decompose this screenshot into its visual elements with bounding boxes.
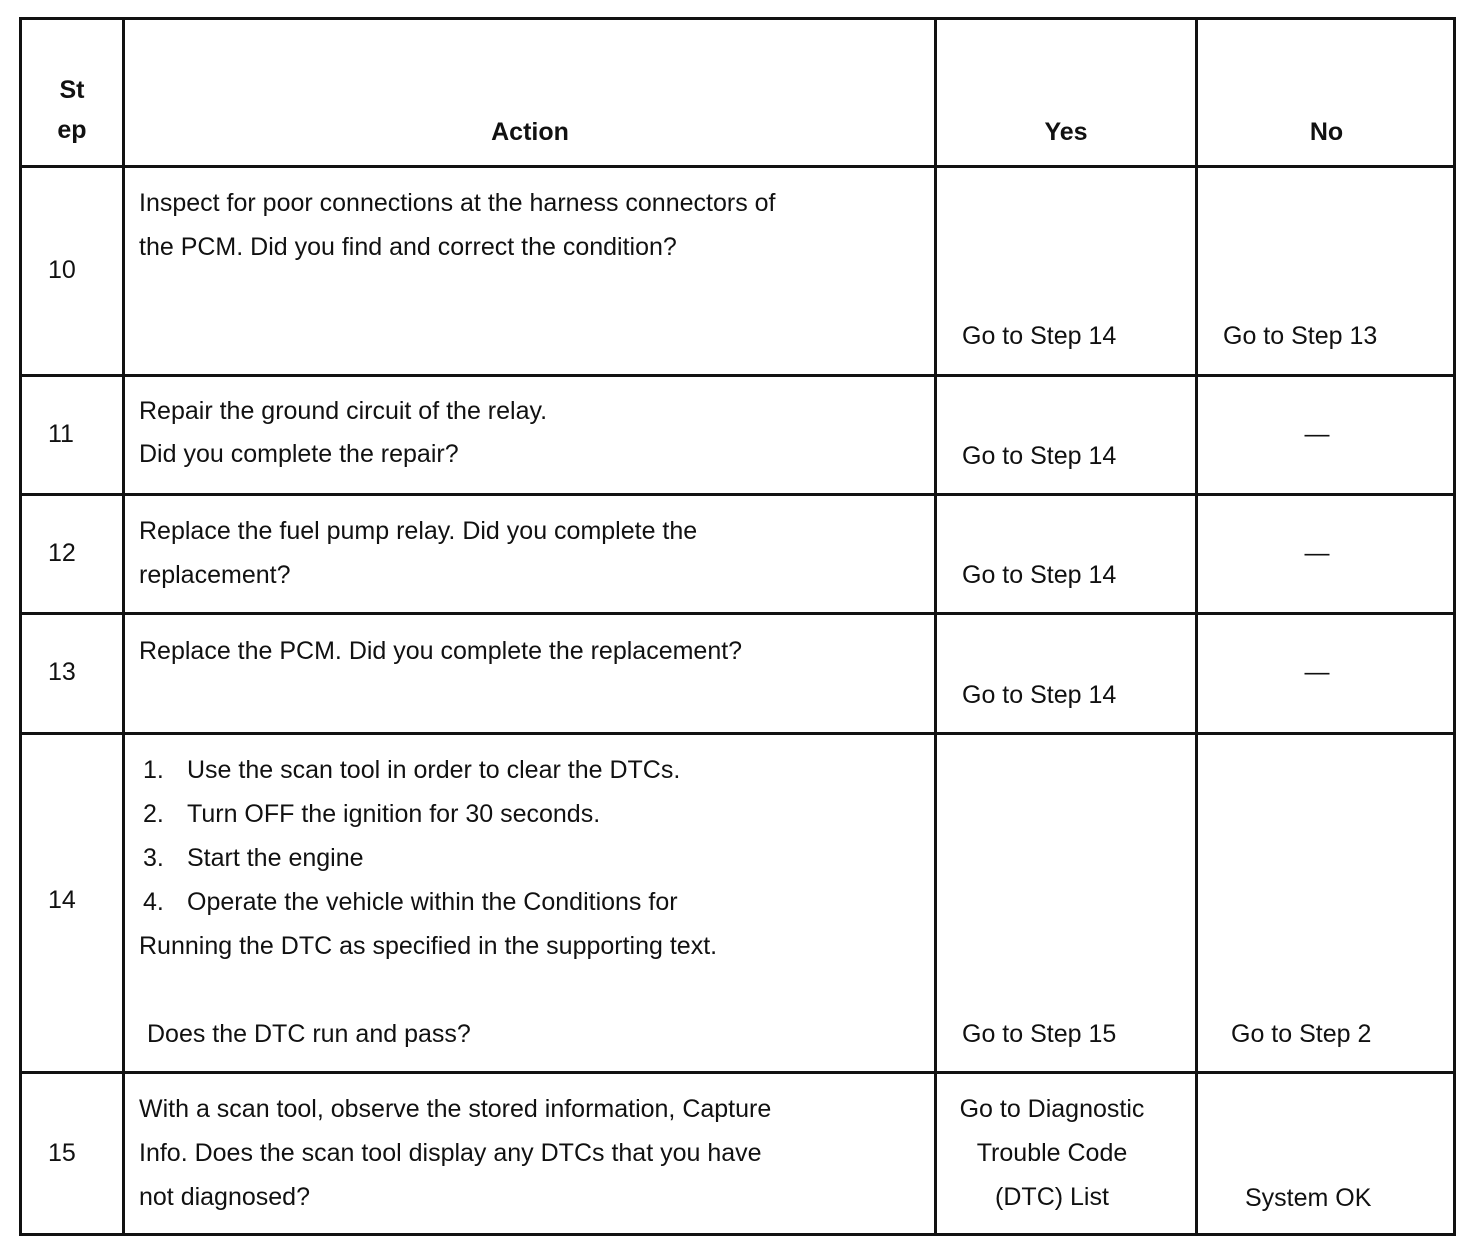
step-number: 11 (48, 420, 74, 448)
yes-result: Go to Step 14 (962, 322, 1117, 350)
yes-result: Go to Diagnostic Trouble Code (DTC) List (959, 1095, 1145, 1211)
action-text: With a scan tool, observe the stored information, Capture Info. Does the scan tool display any DTCs that you have not diagnosed? (139, 1095, 772, 1211)
step-number: 14 (48, 886, 76, 914)
action-text (139, 748, 717, 968)
no-result: Go to Step 2 (1231, 1020, 1372, 1048)
row-divider (22, 732, 1453, 735)
header-yes: Yes (1044, 118, 1088, 146)
no-result: Go to Step 13 (1223, 322, 1378, 350)
column-divider (1195, 20, 1198, 1233)
action-text: Repair the ground circuit of the relay. Did you complete the repair? (139, 397, 548, 468)
column-divider (122, 20, 125, 1233)
action-text: Replace the PCM. Did you complete the replacement? (139, 637, 743, 665)
yes-result: Go to Step 14 (962, 442, 1117, 470)
no-result: — (1304, 658, 1330, 686)
action-text: Inspect for poor connections at the harness connectors of the PCM. Did you find and correct the condition? (139, 189, 776, 261)
row-divider (22, 612, 1453, 615)
header-no: No (1309, 118, 1344, 146)
yes-result: Go to Step 15 (962, 1020, 1117, 1048)
list-item: 2. Turn OFF the ignition for 30 seconds. (143, 800, 601, 828)
header-step: St ep (57, 76, 87, 144)
step-number: 15 (48, 1139, 76, 1167)
list-item: 4. Operate the vehicle within the Conditions for (143, 888, 678, 916)
row-divider (22, 374, 1453, 377)
step-number: 10 (48, 256, 76, 284)
action-continuation: Running the DTC as specified in the supporting text. (139, 932, 718, 960)
header-action: Action (491, 118, 569, 146)
step-number: 12 (48, 539, 76, 567)
list-item: 1. Use the scan tool in order to clear the DTCs. (143, 756, 681, 784)
no-result: — (1304, 539, 1330, 567)
action-text: Replace the fuel pump relay. Did you complete the replacement? (139, 517, 698, 589)
no-result: System OK (1245, 1184, 1372, 1212)
action-question: Does the DTC run and pass? (147, 1020, 471, 1048)
row-divider (22, 165, 1453, 168)
column-divider (934, 20, 937, 1233)
action-step-list (139, 748, 717, 924)
step-number: 13 (48, 658, 76, 686)
yes-result: Go to Step 14 (962, 561, 1117, 589)
yes-result: Go to Step 14 (962, 681, 1117, 709)
no-result: — (1304, 420, 1330, 448)
row-divider (22, 493, 1453, 496)
row-divider (22, 1071, 1453, 1074)
list-item: 3. Start the engine (143, 844, 364, 872)
